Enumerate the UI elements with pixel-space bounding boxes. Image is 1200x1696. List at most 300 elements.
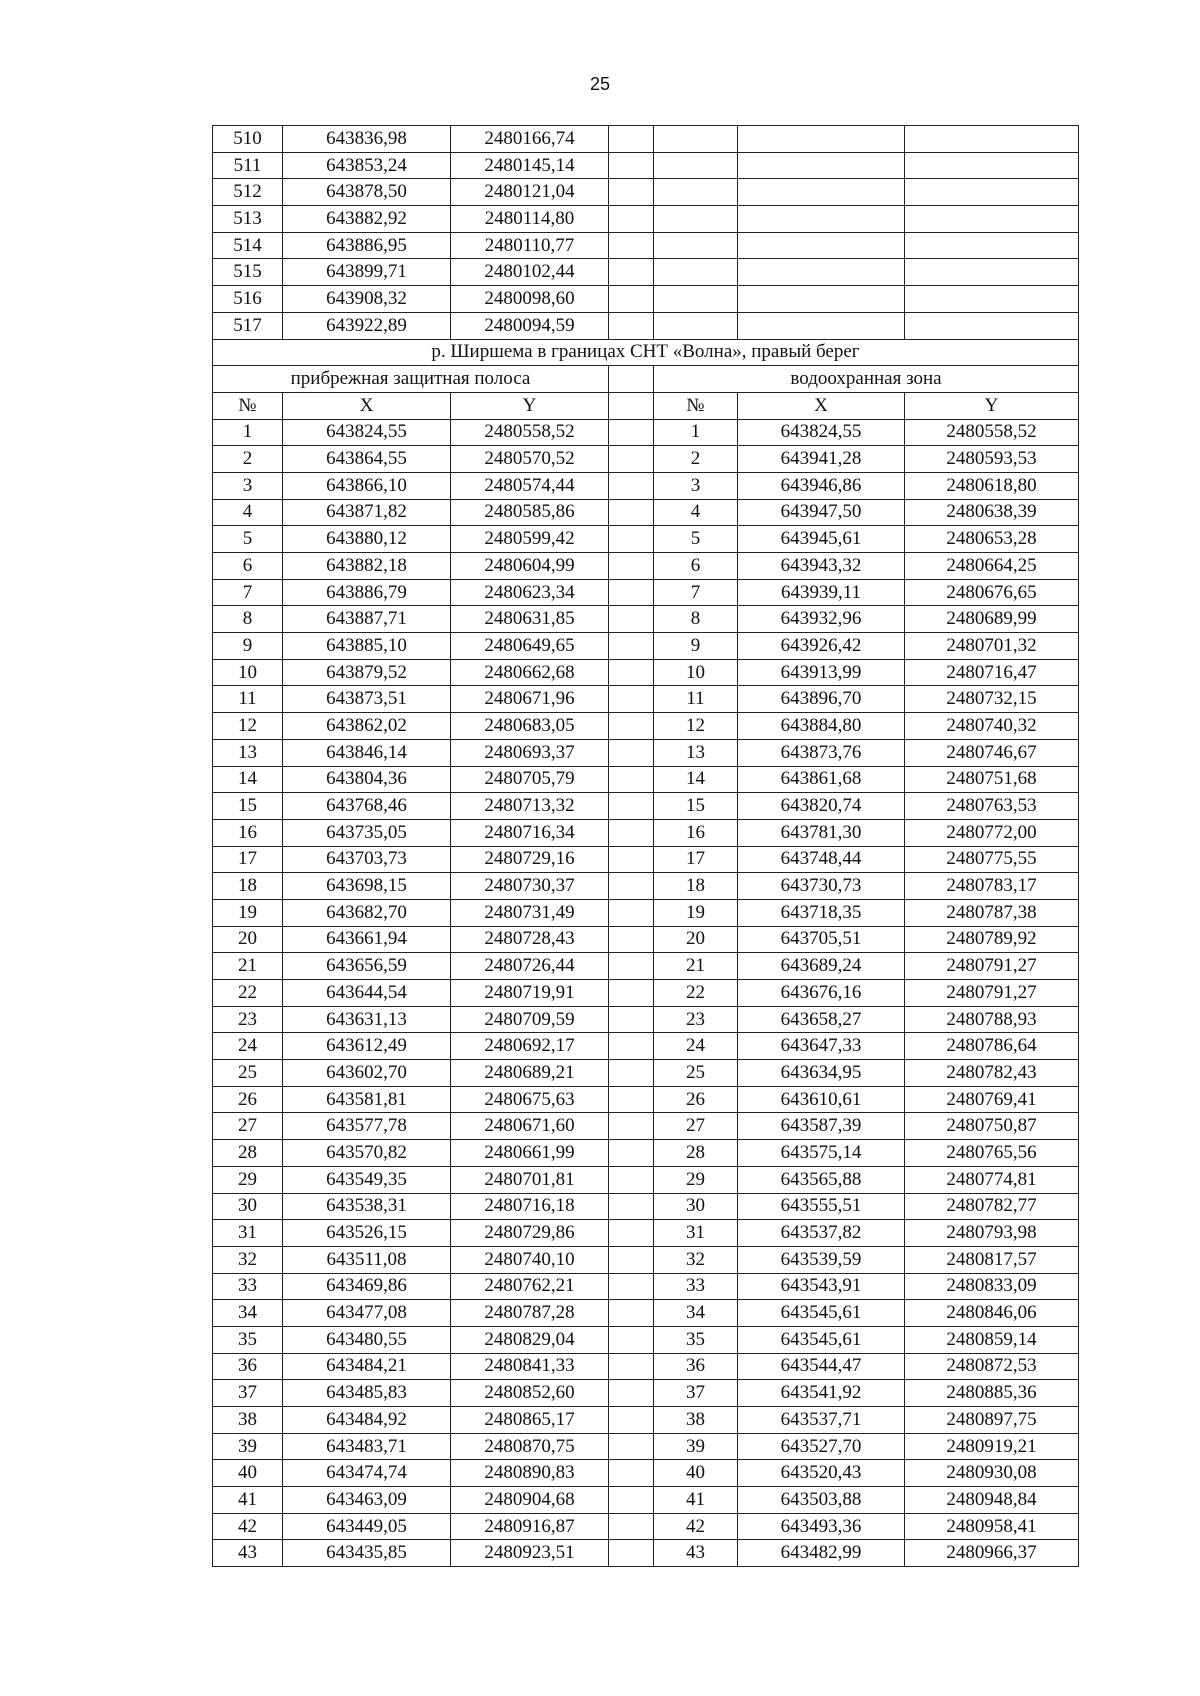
y-coordinate: 2480817,57 (905, 1246, 1079, 1273)
point-number: 35 (654, 1326, 738, 1353)
y-coordinate: 2480885,36 (905, 1380, 1079, 1407)
col-y-header: Y (451, 392, 609, 419)
y-coordinate: 2480623,34 (451, 579, 609, 606)
table-row (213, 1273, 1079, 1300)
x-coordinate: 643463,09 (283, 1487, 451, 1514)
y-coordinate: 2480585,86 (451, 499, 609, 526)
y-coordinate: 2480098,60 (451, 286, 609, 313)
point-number: 18 (213, 873, 283, 900)
table-row (213, 1407, 1079, 1434)
separator-cell (609, 152, 654, 179)
continued-rows (213, 126, 1079, 340)
x-coordinate: 643922,89 (283, 312, 451, 339)
point-number: 22 (654, 980, 738, 1007)
table-row (213, 1193, 1079, 1220)
table-row (213, 1300, 1079, 1327)
point-number: 30 (654, 1193, 738, 1220)
point-number: 38 (213, 1407, 283, 1434)
x-coordinate: 643644,54 (283, 980, 451, 1007)
point-number: 20 (213, 926, 283, 953)
y-coordinate: 2480751,68 (905, 766, 1079, 793)
y-coordinate: 2480783,17 (905, 873, 1079, 900)
point-number: 3 (213, 472, 283, 499)
table-row (213, 980, 1079, 1007)
x-coordinate: 643705,51 (738, 926, 905, 953)
point-number: 7 (213, 579, 283, 606)
point-number: 6 (654, 553, 738, 580)
y-coordinate: 2480740,10 (451, 1246, 609, 1273)
point-number: 31 (654, 1220, 738, 1247)
y-coordinate: 2480653,28 (905, 526, 1079, 553)
point-number: 6 (213, 553, 283, 580)
point-number: 36 (213, 1353, 283, 1380)
y-coordinate: 2480716,47 (905, 659, 1079, 686)
y-coordinate: 2480689,99 (905, 606, 1079, 633)
y-coordinate: 2480574,44 (451, 472, 609, 499)
point-number: 34 (654, 1300, 738, 1327)
x-coordinate: 643631,13 (283, 1006, 451, 1033)
point-number: 23 (213, 1006, 283, 1033)
x-coordinate: 643885,10 (283, 633, 451, 660)
left-zone-title: прибрежная защитная полоса (213, 366, 609, 393)
point-number: 14 (654, 766, 738, 793)
table-row (213, 472, 1079, 499)
separator-cell (609, 793, 654, 820)
right-zone-title: водоохранная зона (654, 366, 1079, 393)
point-number: 30 (213, 1193, 283, 1220)
y-coordinate: 2480716,34 (451, 819, 609, 846)
x-coordinate: 643824,55 (283, 419, 451, 446)
table-row (213, 766, 1079, 793)
separator-cell (609, 232, 654, 259)
x-coordinate: 643575,14 (738, 1140, 905, 1167)
x-coordinate: 643480,55 (283, 1326, 451, 1353)
y-coordinate: 2480631,85 (451, 606, 609, 633)
separator-cell (609, 553, 654, 580)
y-coordinate: 2480763,53 (905, 793, 1079, 820)
empty-cell (654, 206, 738, 233)
y-coordinate: 2480662,68 (451, 659, 609, 686)
empty-cell (654, 286, 738, 313)
point-number: 15 (654, 793, 738, 820)
separator-cell (609, 1513, 654, 1540)
x-coordinate: 643913,99 (738, 659, 905, 686)
empty-cell (905, 286, 1079, 313)
y-coordinate: 2480890,83 (451, 1460, 609, 1487)
y-coordinate: 2480716,18 (451, 1193, 609, 1220)
table-row (213, 846, 1079, 873)
x-coordinate: 643896,70 (738, 686, 905, 713)
x-coordinate: 643926,42 (738, 633, 905, 660)
page-number: 25 (589, 74, 611, 94)
y-coordinate: 2480865,17 (451, 1407, 609, 1434)
x-coordinate: 643527,70 (738, 1433, 905, 1460)
y-coordinate: 2480683,05 (451, 713, 609, 740)
table-row (213, 179, 1079, 206)
y-coordinate: 2480604,99 (451, 553, 609, 580)
x-coordinate: 643544,47 (738, 1353, 905, 1380)
table-row (213, 419, 1079, 446)
x-coordinate: 643565,88 (738, 1166, 905, 1193)
x-coordinate: 643864,55 (283, 446, 451, 473)
table-row (213, 1166, 1079, 1193)
y-coordinate: 2480746,67 (905, 739, 1079, 766)
point-number: 4 (654, 499, 738, 526)
y-coordinate: 2480719,91 (451, 980, 609, 1007)
y-coordinate: 2480661,99 (451, 1140, 609, 1167)
y-coordinate: 2480671,96 (451, 686, 609, 713)
y-coordinate: 2480958,41 (905, 1513, 1079, 1540)
table-row (213, 713, 1079, 740)
y-coordinate: 2480897,75 (905, 1407, 1079, 1434)
point-number: 43 (213, 1540, 283, 1567)
point-number: 7 (654, 579, 738, 606)
point-number: 514 (213, 232, 283, 259)
point-number: 32 (213, 1246, 283, 1273)
x-coordinate: 643545,61 (738, 1326, 905, 1353)
point-number: 40 (213, 1460, 283, 1487)
point-number: 41 (654, 1487, 738, 1514)
x-coordinate: 643493,36 (738, 1513, 905, 1540)
x-coordinate: 643887,71 (283, 606, 451, 633)
empty-cell (738, 286, 905, 313)
separator-cell (609, 1380, 654, 1407)
separator-cell (609, 846, 654, 873)
y-coordinate: 2480740,32 (905, 713, 1079, 740)
point-number: 17 (654, 846, 738, 873)
x-coordinate: 643908,32 (283, 286, 451, 313)
separator-cell (609, 606, 654, 633)
y-coordinate: 2480923,51 (451, 1540, 609, 1567)
x-coordinate: 643610,61 (738, 1086, 905, 1113)
point-number: 43 (654, 1540, 738, 1567)
table-row (213, 526, 1079, 553)
separator-cell (609, 1193, 654, 1220)
table-row (213, 1326, 1079, 1353)
point-number: 517 (213, 312, 283, 339)
point-number: 5 (654, 526, 738, 553)
separator-cell (609, 1166, 654, 1193)
point-number: 26 (213, 1086, 283, 1113)
empty-cell (654, 126, 738, 153)
x-coordinate: 643703,73 (283, 846, 451, 873)
y-coordinate: 2480948,84 (905, 1487, 1079, 1514)
x-coordinate: 643477,08 (283, 1300, 451, 1327)
y-coordinate: 2480782,43 (905, 1060, 1079, 1087)
x-coordinate: 643503,88 (738, 1487, 905, 1514)
y-coordinate: 2480701,81 (451, 1166, 609, 1193)
empty-cell (738, 312, 905, 339)
separator-cell (609, 899, 654, 926)
table-row (213, 1113, 1079, 1140)
table-row (213, 1460, 1079, 1487)
x-coordinate: 643676,16 (738, 980, 905, 1007)
x-coordinate: 643581,81 (283, 1086, 451, 1113)
table-row (213, 1540, 1079, 1567)
table-row (213, 126, 1079, 153)
table-row (213, 499, 1079, 526)
separator-cell (609, 1407, 654, 1434)
x-coordinate: 643886,95 (283, 232, 451, 259)
y-coordinate: 2480791,27 (905, 953, 1079, 980)
y-coordinate: 2480726,44 (451, 953, 609, 980)
table-row (213, 1220, 1079, 1247)
separator-cell (609, 1487, 654, 1514)
point-number: 20 (654, 926, 738, 953)
x-coordinate: 643538,31 (283, 1193, 451, 1220)
table-row (213, 259, 1079, 286)
x-coordinate: 643541,92 (738, 1380, 905, 1407)
y-coordinate: 2480750,87 (905, 1113, 1079, 1140)
y-coordinate: 2480570,52 (451, 446, 609, 473)
separator-cell (609, 206, 654, 233)
y-coordinate: 2480872,53 (905, 1353, 1079, 1380)
table-row (213, 553, 1079, 580)
y-coordinate: 2480870,75 (451, 1433, 609, 1460)
separator-cell (609, 1033, 654, 1060)
y-coordinate: 2480732,15 (905, 686, 1079, 713)
point-number: 2 (654, 446, 738, 473)
point-number: 512 (213, 179, 283, 206)
table-row (213, 1353, 1079, 1380)
point-number: 36 (654, 1353, 738, 1380)
separator-cell (609, 446, 654, 473)
separator-cell (609, 286, 654, 313)
y-coordinate: 2480841,33 (451, 1353, 609, 1380)
y-coordinate: 2480829,04 (451, 1326, 609, 1353)
separator-cell (609, 1433, 654, 1460)
y-coordinate: 2480762,21 (451, 1273, 609, 1300)
point-number: 28 (654, 1140, 738, 1167)
point-number: 32 (654, 1246, 738, 1273)
point-number: 37 (213, 1380, 283, 1407)
empty-cell (738, 126, 905, 153)
point-number: 41 (213, 1487, 283, 1514)
x-coordinate: 643846,14 (283, 739, 451, 766)
y-coordinate: 2480713,32 (451, 793, 609, 820)
point-number: 12 (654, 713, 738, 740)
y-coordinate: 2480846,06 (905, 1300, 1079, 1327)
x-coordinate: 643718,35 (738, 899, 905, 926)
x-coordinate: 643820,74 (738, 793, 905, 820)
y-coordinate: 2480110,77 (451, 232, 609, 259)
x-coordinate: 643682,70 (283, 899, 451, 926)
point-number: 11 (654, 686, 738, 713)
point-number: 15 (213, 793, 283, 820)
point-number: 24 (213, 1033, 283, 1060)
y-coordinate: 2480729,86 (451, 1220, 609, 1247)
x-coordinate: 643880,12 (283, 526, 451, 553)
table-row (213, 232, 1079, 259)
table-row (213, 899, 1079, 926)
point-number: 19 (654, 899, 738, 926)
x-coordinate: 643748,44 (738, 846, 905, 873)
point-number: 1 (213, 419, 283, 446)
table-row (213, 793, 1079, 820)
x-coordinate: 643939,11 (738, 579, 905, 606)
y-coordinate: 2480676,65 (905, 579, 1079, 606)
x-coordinate: 643549,35 (283, 1166, 451, 1193)
table-row (213, 1246, 1079, 1273)
point-number: 33 (654, 1273, 738, 1300)
y-coordinate: 2480788,93 (905, 1006, 1079, 1033)
y-coordinate: 2480675,63 (451, 1086, 609, 1113)
col-x-header: X (738, 392, 905, 419)
y-coordinate: 2480791,27 (905, 980, 1079, 1007)
point-number: 31 (213, 1220, 283, 1247)
x-coordinate: 643474,74 (283, 1460, 451, 1487)
separator-cell (609, 1060, 654, 1087)
y-coordinate: 2480774,81 (905, 1166, 1079, 1193)
empty-cell (905, 179, 1079, 206)
separator-cell (609, 312, 654, 339)
x-coordinate: 643658,27 (738, 1006, 905, 1033)
table-row (213, 1513, 1079, 1540)
y-coordinate: 2480904,68 (451, 1487, 609, 1514)
x-coordinate: 643612,49 (283, 1033, 451, 1060)
table-row (213, 1060, 1079, 1087)
y-coordinate: 2480787,38 (905, 899, 1079, 926)
x-coordinate: 643899,71 (283, 259, 451, 286)
y-coordinate: 2480709,59 (451, 1006, 609, 1033)
x-coordinate: 643449,05 (283, 1513, 451, 1540)
table-row (213, 1033, 1079, 1060)
x-coordinate: 643866,10 (283, 472, 451, 499)
point-number: 8 (213, 606, 283, 633)
empty-cell (905, 232, 1079, 259)
separator-cell (609, 1006, 654, 1033)
x-coordinate: 643656,59 (283, 953, 451, 980)
separator-cell (609, 1326, 654, 1353)
y-coordinate: 2480166,74 (451, 126, 609, 153)
coordinate-rows (213, 419, 1079, 1567)
point-number: 21 (213, 953, 283, 980)
point-number: 516 (213, 286, 283, 313)
y-coordinate: 2480730,37 (451, 873, 609, 900)
point-number: 39 (654, 1433, 738, 1460)
y-coordinate: 2480793,98 (905, 1220, 1079, 1247)
table-row (213, 1380, 1079, 1407)
x-coordinate: 643570,82 (283, 1140, 451, 1167)
y-coordinate: 2480638,39 (905, 499, 1079, 526)
point-number: 9 (654, 633, 738, 660)
point-number: 10 (654, 659, 738, 686)
empty-cell (654, 312, 738, 339)
point-number: 9 (213, 633, 283, 660)
table-row (213, 152, 1079, 179)
separator-cell (609, 1113, 654, 1140)
separator-cell (609, 126, 654, 153)
table-row (213, 1086, 1079, 1113)
y-coordinate: 2480787,28 (451, 1300, 609, 1327)
point-number: 42 (654, 1513, 738, 1540)
point-number: 11 (213, 686, 283, 713)
separator-cell (609, 1353, 654, 1380)
x-coordinate: 643587,39 (738, 1113, 905, 1140)
point-number: 21 (654, 953, 738, 980)
y-coordinate: 2480765,56 (905, 1140, 1079, 1167)
empty-cell (654, 179, 738, 206)
y-coordinate: 2480121,04 (451, 179, 609, 206)
separator-cell (609, 259, 654, 286)
x-coordinate: 643520,43 (738, 1460, 905, 1487)
y-coordinate: 2480772,00 (905, 819, 1079, 846)
point-number: 27 (654, 1113, 738, 1140)
point-number: 510 (213, 126, 283, 153)
x-coordinate: 643482,99 (738, 1540, 905, 1567)
point-number: 28 (213, 1140, 283, 1167)
y-coordinate: 2480558,52 (451, 419, 609, 446)
separator-cell (609, 366, 654, 393)
x-coordinate: 643873,51 (283, 686, 451, 713)
point-number: 13 (654, 739, 738, 766)
table-row (213, 819, 1079, 846)
x-coordinate: 643698,15 (283, 873, 451, 900)
point-number: 29 (213, 1166, 283, 1193)
x-coordinate: 643871,82 (283, 499, 451, 526)
separator-cell (609, 1246, 654, 1273)
x-coordinate: 643484,92 (283, 1407, 451, 1434)
separator-cell (609, 1220, 654, 1247)
point-number: 8 (654, 606, 738, 633)
y-coordinate: 2480786,64 (905, 1033, 1079, 1060)
y-coordinate: 2480701,32 (905, 633, 1079, 660)
separator-cell (609, 526, 654, 553)
separator-cell (609, 472, 654, 499)
point-number: 17 (213, 846, 283, 873)
x-coordinate: 643435,85 (283, 1540, 451, 1567)
x-coordinate: 643878,50 (283, 179, 451, 206)
table-row (213, 633, 1079, 660)
x-coordinate: 643735,05 (283, 819, 451, 846)
separator-cell (609, 633, 654, 660)
x-coordinate: 643555,51 (738, 1193, 905, 1220)
table-row (213, 606, 1079, 633)
y-coordinate: 2480671,60 (451, 1113, 609, 1140)
col-no-header: № (654, 392, 738, 419)
x-coordinate: 643634,95 (738, 1060, 905, 1087)
table-row (213, 926, 1079, 953)
separator-cell (609, 1140, 654, 1167)
empty-cell (654, 152, 738, 179)
point-number: 16 (654, 819, 738, 846)
x-coordinate: 643836,98 (283, 126, 451, 153)
point-number: 2 (213, 446, 283, 473)
empty-cell (905, 152, 1079, 179)
empty-cell (738, 206, 905, 233)
separator-cell (609, 819, 654, 846)
x-coordinate: 643537,71 (738, 1407, 905, 1434)
x-coordinate: 643861,68 (738, 766, 905, 793)
x-coordinate: 643545,61 (738, 1300, 905, 1327)
x-coordinate: 643824,55 (738, 419, 905, 446)
x-coordinate: 643862,02 (283, 713, 451, 740)
x-coordinate: 643539,59 (738, 1246, 905, 1273)
separator-cell (609, 392, 654, 419)
table-row (213, 659, 1079, 686)
point-number: 40 (654, 1460, 738, 1487)
x-coordinate: 643768,46 (283, 793, 451, 820)
x-coordinate: 643485,83 (283, 1380, 451, 1407)
column-header-row (213, 392, 1079, 419)
point-number: 25 (654, 1060, 738, 1087)
separator-cell (609, 1460, 654, 1487)
empty-cell (738, 232, 905, 259)
separator-cell (609, 980, 654, 1007)
empty-cell (654, 259, 738, 286)
table-row (213, 1140, 1079, 1167)
y-coordinate: 2480769,41 (905, 1086, 1079, 1113)
